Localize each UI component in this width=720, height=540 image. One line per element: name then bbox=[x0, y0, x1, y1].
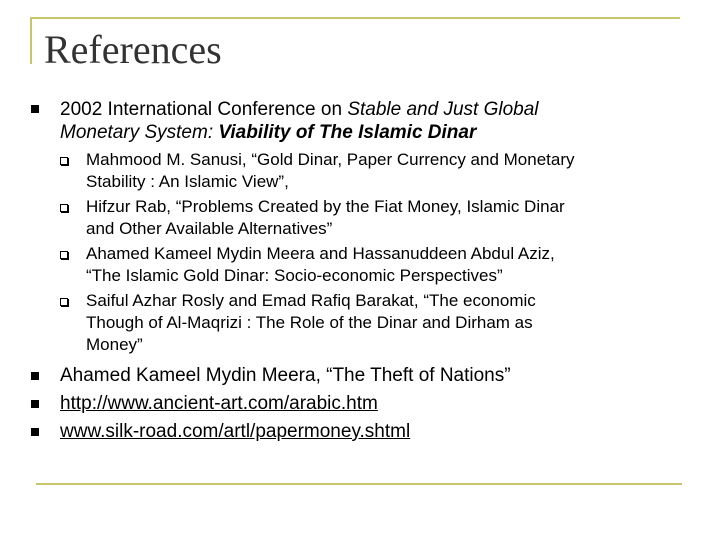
list-item-conference bbox=[60, 98, 539, 144]
frame-left-rule bbox=[30, 17, 32, 64]
conference-title-part1: Stable and Just Global bbox=[347, 99, 539, 120]
sub-item-sanusi bbox=[86, 149, 575, 193]
sub-item-line: Ahamed Kameel Mydin Meera and Hassanuddeen Abdul Aziz, bbox=[86, 244, 555, 263]
ancient-art-link[interactable]: http://www.ancient-art.com/arabic.htm bbox=[60, 393, 378, 414]
conference-title-part2: Monetary System: bbox=[60, 122, 219, 143]
list-item-silk-road bbox=[60, 420, 410, 443]
conference-lead: 2002 International Conference on bbox=[60, 99, 348, 120]
bottom-divider bbox=[36, 483, 682, 485]
sub-item-rosly-barakat bbox=[86, 290, 536, 356]
sub-item-line: Mahmood M. Sanusi, “Gold Dinar, Paper Currency and Monetary bbox=[86, 150, 575, 169]
sub-item-line: Money” bbox=[86, 335, 143, 354]
bullet-square-icon bbox=[31, 372, 39, 380]
reference-text: Ahamed Kameel Mydin Meera, “The Theft of Nations” bbox=[60, 365, 511, 386]
bullet-square-icon bbox=[31, 105, 39, 113]
bullet-square-icon bbox=[31, 400, 39, 408]
conference-subtitle: Viability of The Islamic Dinar bbox=[218, 122, 477, 143]
silk-road-link[interactable]: www.silk-road.com/artl/papermoney.shtml bbox=[60, 421, 411, 442]
sub-item-line: Hifzur Rab, “Problems Created by the Fiat Money, Islamic Dinar bbox=[86, 197, 565, 216]
sub-item-line: and Other Available Alternatives” bbox=[86, 219, 333, 238]
sub-item-line: Stability : An Islamic View”, bbox=[86, 172, 289, 191]
sub-item-line: Though of Al-Maqrizi : The Role of the Dinar and Dirham as bbox=[86, 313, 533, 332]
bullet-hollow-square-icon bbox=[60, 298, 68, 306]
frame-top-rule bbox=[30, 17, 680, 19]
list-item-ancient-art bbox=[60, 392, 378, 415]
sub-item-rab bbox=[86, 196, 565, 240]
sub-item-line: “The Islamic Gold Dinar: Socio-economic Perspectives” bbox=[86, 266, 503, 285]
sub-item-line: Saiful Azhar Rosly and Emad Rafiq Barakat, “The economic bbox=[86, 291, 536, 310]
slide-title: References bbox=[44, 27, 222, 72]
bullet-hollow-square-icon bbox=[60, 251, 68, 259]
bullet-square-icon bbox=[31, 428, 39, 436]
list-item-theft-of-nations bbox=[60, 364, 511, 387]
bullet-hollow-square-icon bbox=[60, 204, 68, 212]
bullet-hollow-square-icon bbox=[60, 157, 68, 165]
sub-item-meera-aziz bbox=[86, 243, 555, 287]
